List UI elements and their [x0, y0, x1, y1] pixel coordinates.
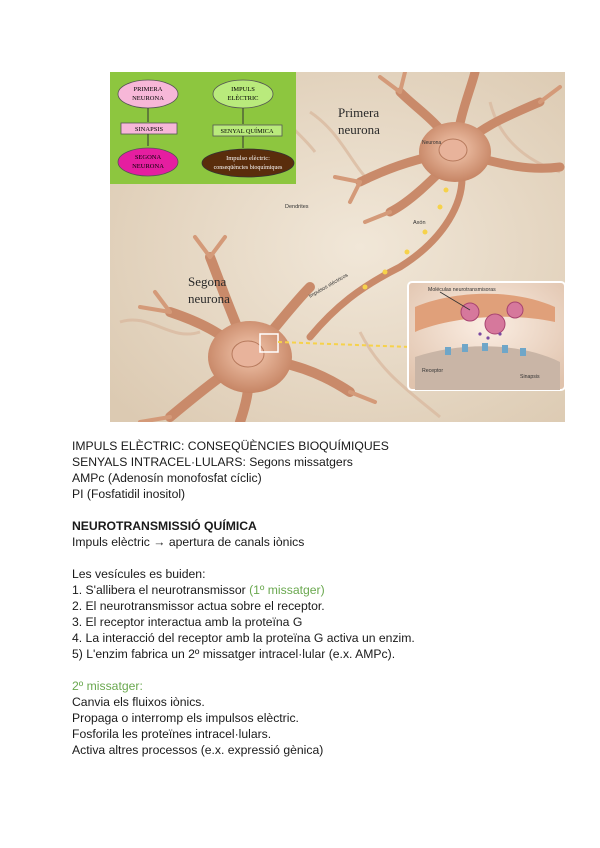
label-primera-line2: neurona: [338, 122, 380, 137]
line-impuls-electric: IMPULS ELÈCTRIC: CONSEQÜÈNCIES BIOQUÍMIQUES: [72, 439, 389, 453]
diagram-box1-line2: NEURONA: [132, 95, 164, 102]
diagram-box2: SINAPSIS: [134, 126, 164, 133]
diagram-box4-line1: IMPULS: [231, 86, 255, 93]
first-neuron-ellipse: [118, 80, 178, 108]
concept-diagram: [110, 72, 296, 184]
label-segona-line1: Segona: [188, 274, 227, 289]
line-step-4: 4. La interacció del receptor amb la proteïna G activa un enzim.: [72, 631, 415, 645]
label-moleculas: Moléculas neurotransmisoras: [428, 287, 496, 293]
second-messenger-heading: 2º missatger:: [72, 679, 143, 693]
line-impuls-apertura: Impuls elèctric → apertura de canals iònics: [72, 535, 305, 549]
neuron-illustration-svg: [110, 72, 565, 422]
label-primera-line1: Primera: [338, 105, 380, 120]
blank-line: [72, 550, 572, 566]
section-heading: NEUROTRANSMISSIÓ QUÍMICA: [72, 519, 257, 533]
diagram-box1-line1: PRIMERA: [133, 86, 163, 93]
line-step-5: 5) L'enzim fabrica un 2º missatger intracel·lular (e.x. AMPc).: [72, 647, 396, 661]
notes-text: [72, 438, 572, 758]
line-step-2: 2. El neurotransmissor actua sobre el receptor.: [72, 599, 325, 613]
line-senyals-intracellulars: SENYALS INTRACEL·LULARS: Segons missatgers: [72, 455, 353, 469]
line-step-3: 3. El receptor interactua amb la proteïna G: [72, 615, 303, 629]
label-impulsos: Impulsos eléctricos: [308, 272, 350, 300]
label-sinapsis: Sinapsis: [520, 374, 540, 380]
label-neurona: Neurona: [422, 140, 442, 146]
diagram-box6-line2: conseqüències bioquímiques: [213, 165, 283, 171]
line-pi: PI (Fosfatidil inositol): [72, 487, 186, 501]
line-ampc: AMPc (Adenosín monofosfat cíclic): [72, 471, 262, 485]
line-vesicules: Les vesícules es buiden:: [72, 567, 206, 581]
blank-line: [72, 502, 572, 518]
diagram-box3-line1: SEGONA: [134, 154, 162, 161]
first-messenger-note: (1º missatger): [249, 583, 325, 597]
line-effect-2: Propaga o interromp els impulsos elèctric.: [72, 711, 299, 725]
diagram-box3-line2: NEURONA: [132, 163, 164, 170]
label-segona-line2: neurona: [188, 291, 230, 306]
blank-line: [72, 662, 572, 678]
line-effect-3: Fosforila les proteïnes intracel·lulars.: [72, 727, 272, 741]
electric-impulse-ellipse: [213, 80, 273, 108]
step-1-text: 1. S'allibera el neurotransmissor: [72, 583, 250, 597]
label-receptor: Receptor: [422, 368, 444, 374]
line-effect-1: Canvia els fluixos iònics.: [72, 695, 205, 709]
label-axon: Axón: [413, 220, 426, 226]
diagram-box6-line1: Impulso elèctric:: [226, 155, 270, 162]
label-dendrites: Dendrites: [285, 204, 309, 210]
diagram-box4-line2: ELÈCTRIC: [227, 95, 259, 102]
consequences-ellipse: [202, 149, 294, 177]
neuron-illustration: [110, 72, 565, 422]
line-effect-4: Activa altres processos (e.x. expressió gènica): [72, 743, 324, 757]
line-step-1: [72, 582, 572, 598]
second-neuron-ellipse: [118, 148, 178, 176]
diagram-box5: SENYAL QUÍMICA: [220, 128, 274, 135]
